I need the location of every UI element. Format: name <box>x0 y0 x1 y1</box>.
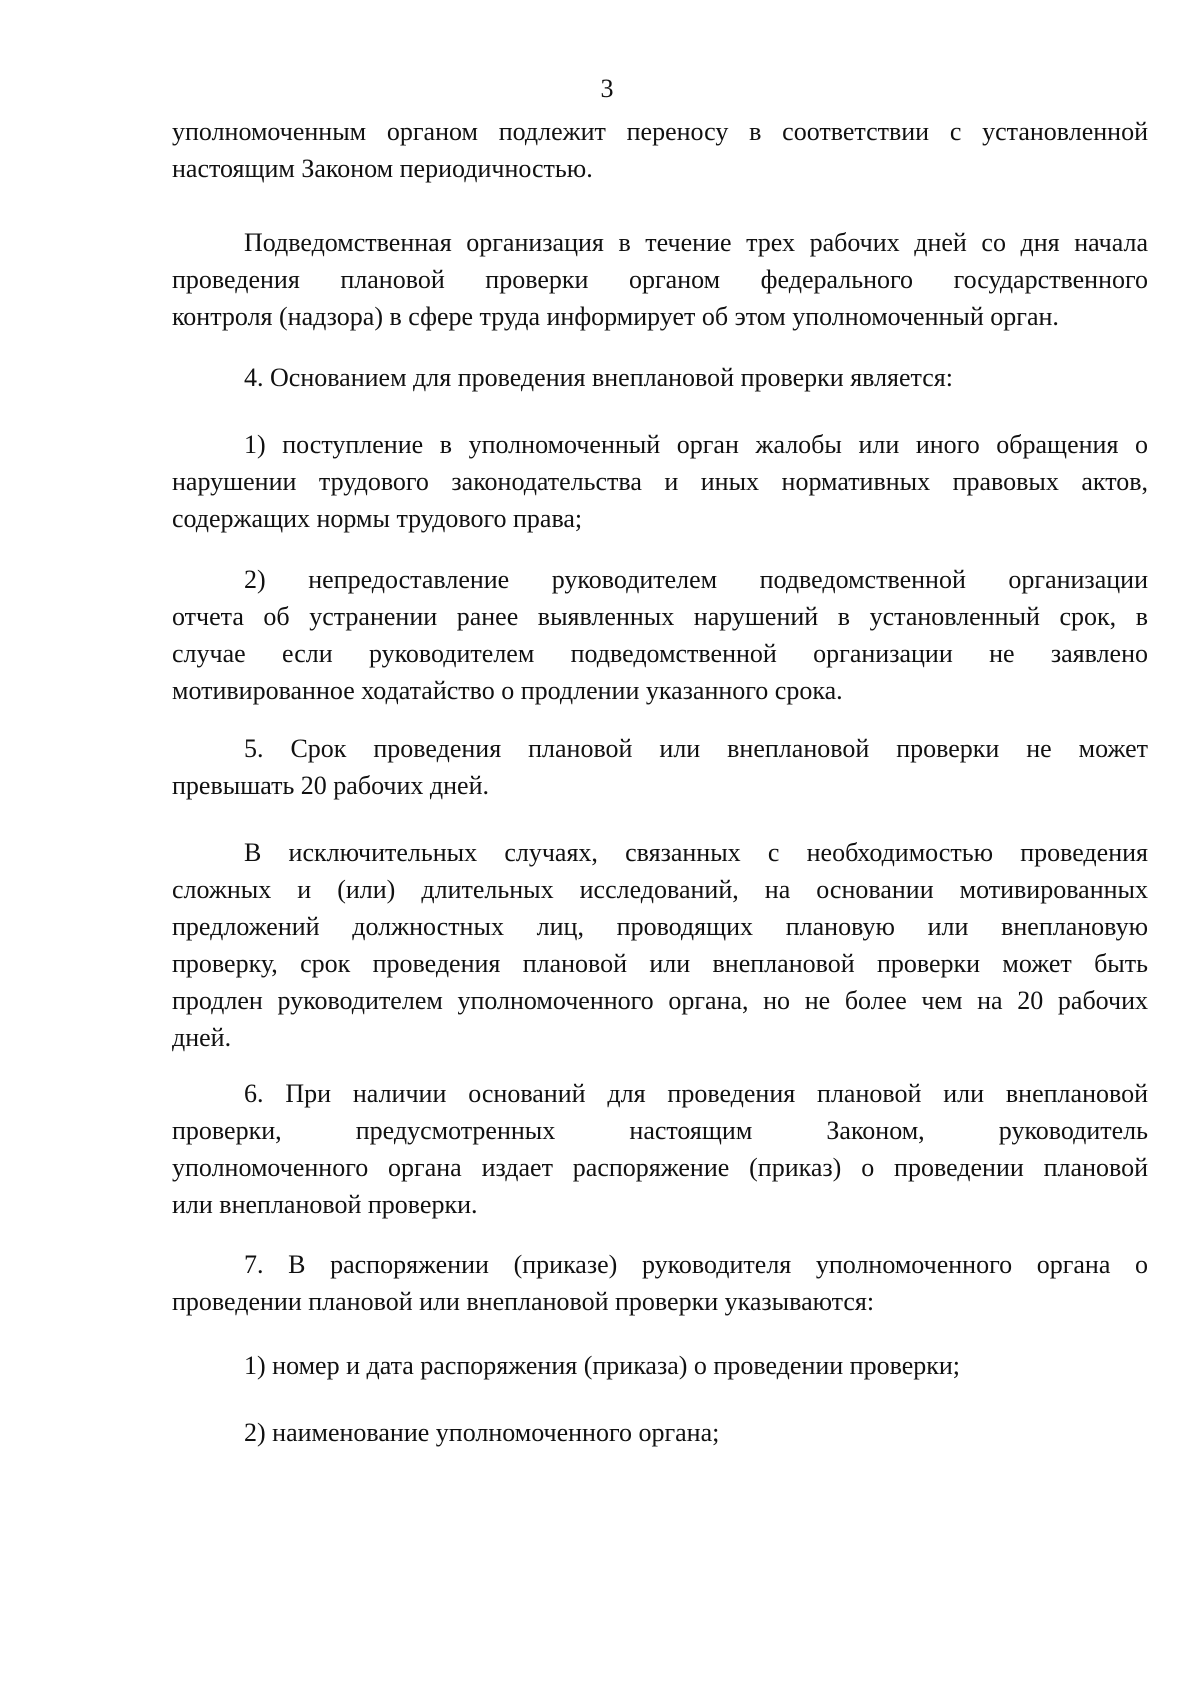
paragraph <box>172 224 1148 335</box>
paragraph-item-7 <box>172 1246 1148 1320</box>
paragraph-continuation <box>172 113 1148 187</box>
text-line: 2) непредоставление руководителем подведомственной организации <box>244 565 1148 594</box>
paragraph-item-6 <box>172 1075 1148 1223</box>
text-line: 7. В распоряжении (приказе) руководителя уполномоченного органа о <box>244 1250 1148 1279</box>
text-line: отчета об устранении ранее выявленных нарушений в установленный срок, в <box>172 602 1148 631</box>
text-line: 2) наименование уполномоченного органа; <box>244 1418 720 1447</box>
text-line: контроля (надзора) в сфере труда информирует об этом уполномоченный орган. <box>172 302 1059 331</box>
text-line: 4. Основанием для проведения внеплановой проверки является: <box>244 363 953 392</box>
text-line: превышать 20 рабочих дней. <box>172 771 489 800</box>
text-line: уполномоченного органа издает распоряжение (приказ) о проведении плановой <box>172 1153 1148 1182</box>
paragraph-item-4 <box>172 359 1148 396</box>
paragraph-subitem-1 <box>172 426 1148 537</box>
text-line: проверки, предусмотренных настоящим Законом, руководитель <box>172 1116 1148 1145</box>
text-line: уполномоченным органом подлежит переносу в соответствии с установленной <box>172 117 1148 146</box>
text-line: Подведомственная организация в течение трех рабочих дней со дня начала <box>244 228 1148 257</box>
text-line: В исключительных случаях, связанных с необходимостью проведения <box>244 838 1148 867</box>
text-line: 6. При наличии оснований для проведения плановой или внеплановой <box>244 1079 1148 1108</box>
text-line: нарушении трудового законодательства и иных нормативных правовых актов, <box>172 467 1148 496</box>
text-line: предложений должностных лиц, проводящих плановую или внеплановую <box>172 912 1148 941</box>
text-line: или внеплановой проверки. <box>172 1190 478 1219</box>
text-line: мотивированное ходатайство о продлении указанного срока. <box>172 676 843 705</box>
text-line: 5. Срок проведения плановой или внеплановой проверки не может <box>244 734 1148 763</box>
text-line: настоящим Законом периодичностью. <box>172 154 593 183</box>
paragraph-subitem-1 <box>172 1347 1148 1384</box>
paragraph <box>172 834 1148 1056</box>
text-line: проверку, срок проведения плановой или внеплановой проверки может быть <box>172 949 1148 978</box>
page-number: 3 <box>600 74 614 103</box>
paragraph-subitem-2 <box>172 561 1148 709</box>
text-line: проведения плановой проверки органом федерального государственного <box>172 265 1148 294</box>
text-line: проведении плановой или внеплановой проверки указываются: <box>172 1287 875 1316</box>
paragraph-subitem-2 <box>172 1414 1148 1451</box>
text-line: дней. <box>172 1023 232 1052</box>
text-line: продлен руководителем уполномоченного органа, но не более чем на 20 рабочих <box>172 986 1148 1015</box>
text-line: случае если руководителем подведомственной организации не заявлено <box>172 639 1148 668</box>
paragraph-item-5 <box>172 730 1148 804</box>
text-line: содержащих нормы трудового права; <box>172 504 583 533</box>
text-line: 1) номер и дата распоряжения (приказа) о проведении проверки; <box>244 1351 961 1380</box>
text-line: 1) поступление в уполномоченный орган жалобы или иного обращения о <box>244 430 1148 459</box>
text-line: сложных и (или) длительных исследований, на основании мотивированных <box>172 875 1148 904</box>
